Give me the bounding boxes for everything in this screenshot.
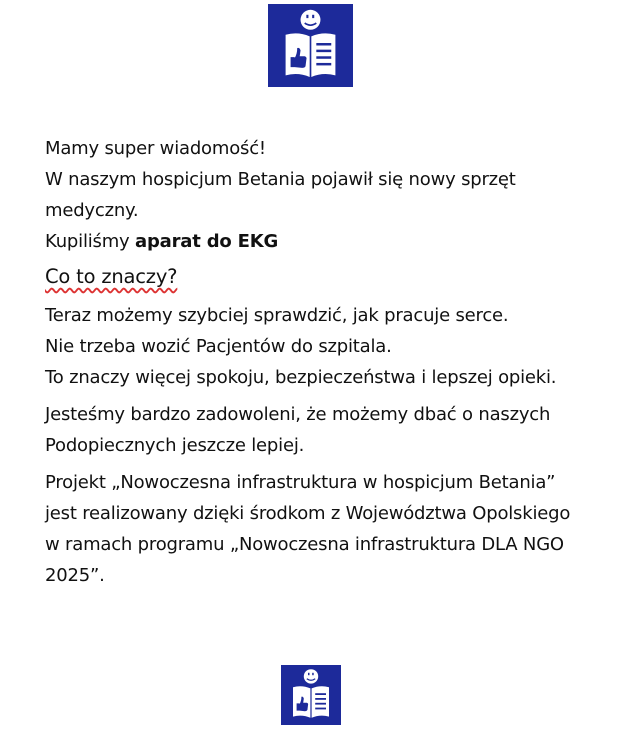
paragraph-satisfaction: Jesteśmy bardzo zadowoleni, że możemy dbać o naszych Podopiecznych jeszcze lepiej.: [45, 404, 551, 456]
intro-line-3: [45, 226, 590, 257]
document-body: [45, 133, 590, 591]
device-name: aparat do EKG: [135, 231, 279, 252]
easy-to-read-icon: [268, 4, 353, 87]
intro-line-1: Mamy super wiadomość!: [45, 138, 266, 159]
easy-to-read-graphic: [268, 4, 353, 87]
para2-line-3: To znaczy więcej spokoju, bezpieczeństwa i lepszej opieki.: [45, 367, 557, 388]
paragraph-project-funding: Projekt „Nowoczesna infrastruktura w hospicjum Betania” jest realizowany dzięki środkom z Województwa Opolskiego w ramach programu „Nowoczesna infrastruktura DLA NGO 2025”.: [45, 472, 571, 586]
section-heading: [45, 261, 177, 292]
easy-to-read-graphic-bottom: [281, 665, 341, 725]
section-heading-text: Co to znaczy?: [45, 265, 178, 288]
intro-line-2: W naszym hospicjum Betania pojawił się nowy sprzęt medyczny.: [45, 169, 516, 221]
easy-to-read-icon-bottom: [281, 665, 341, 725]
intro-line-3-text: Kupiliśmy: [45, 231, 136, 252]
para2-line-1: Teraz możemy szybciej sprawdzić, jak pracuje serce.: [45, 305, 509, 326]
para2-line-2: Nie trzeba wozić Pacjentów do szpitala.: [45, 336, 392, 357]
